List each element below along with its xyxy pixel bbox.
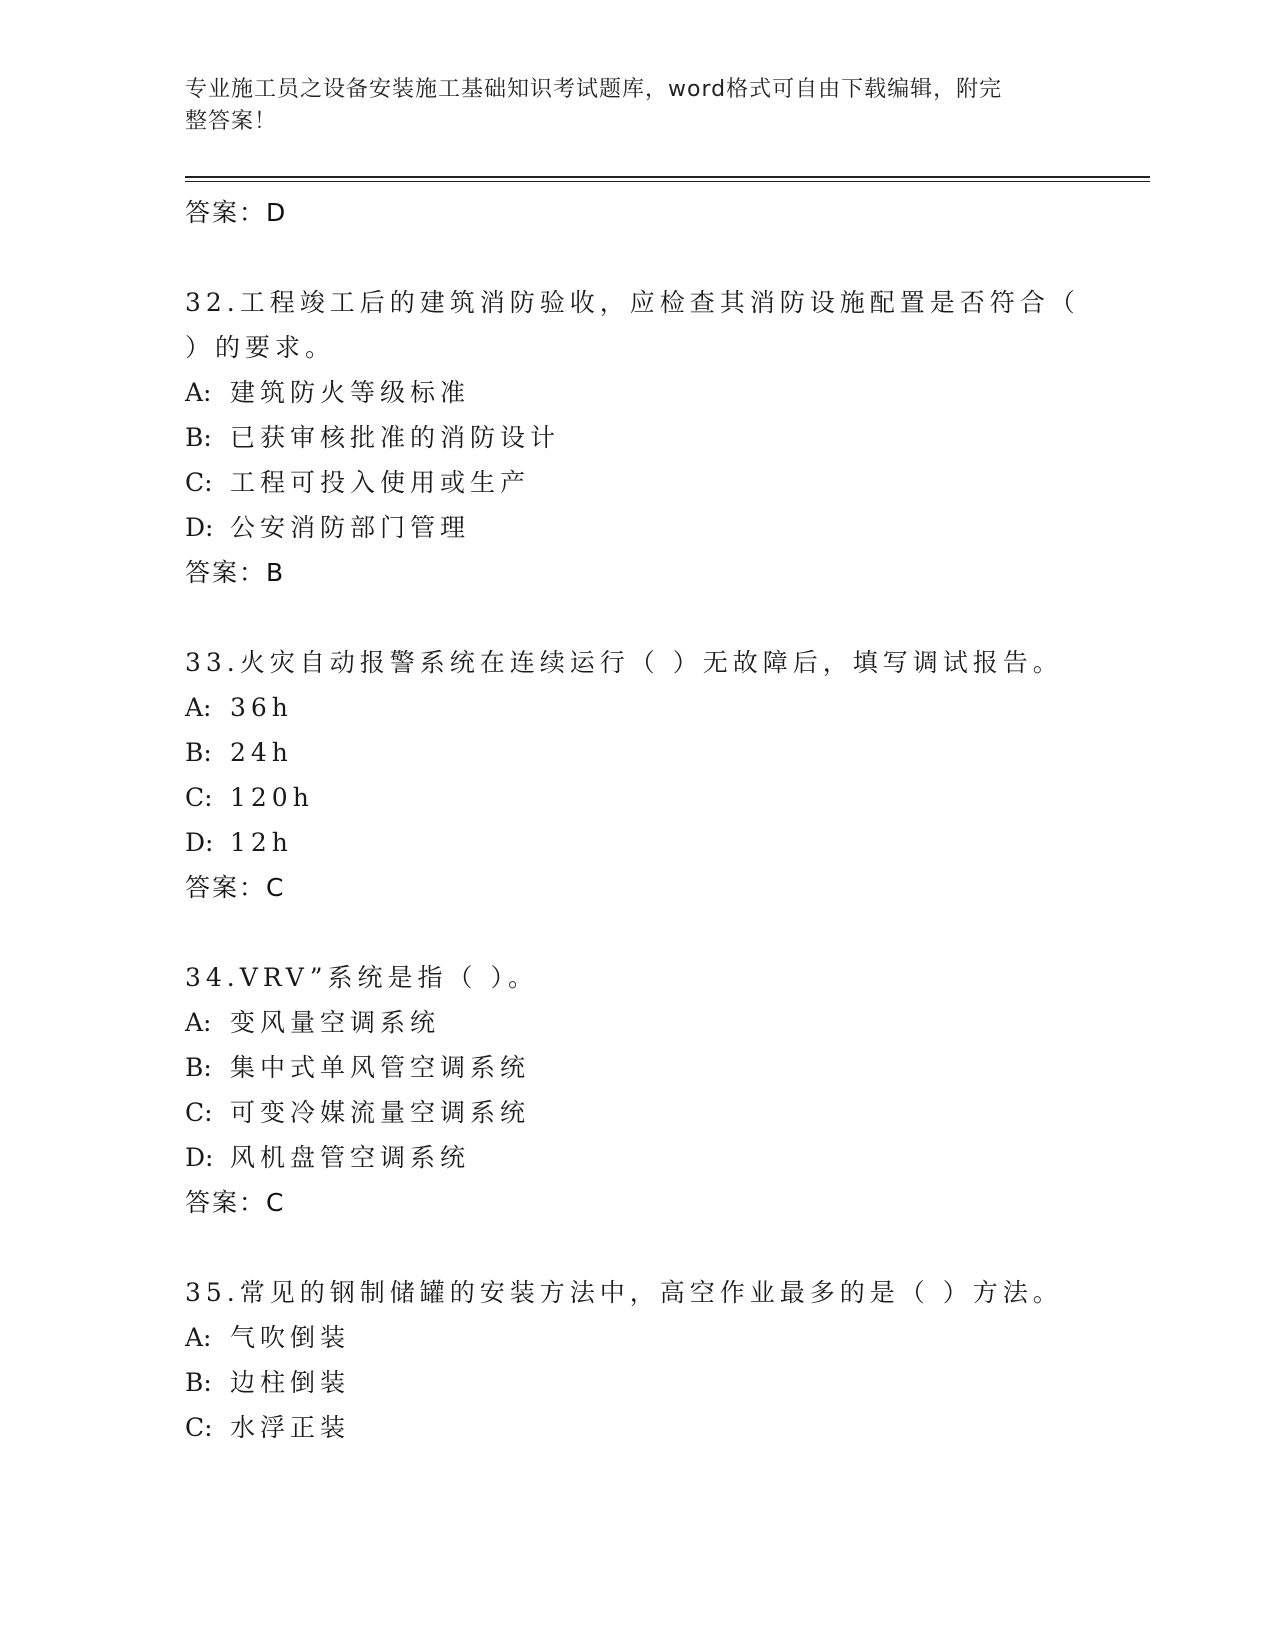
question-stem: 常见的钢制储罐的安装方法中，高空作业最多的是（ ）方法。 bbox=[239, 1278, 1063, 1307]
question-number: 33. bbox=[185, 648, 240, 677]
option-key: C: bbox=[185, 1098, 213, 1127]
option-text: 建筑防火等级标准 bbox=[230, 378, 471, 407]
option-text: 水浮正装 bbox=[230, 1413, 351, 1442]
option-text: 边柱倒装 bbox=[230, 1368, 351, 1397]
option-key: B: bbox=[185, 423, 212, 452]
answer-label: 答案： bbox=[185, 1188, 267, 1217]
option-c bbox=[185, 460, 1085, 505]
answer-label: 答案： bbox=[185, 558, 267, 587]
option-text: 风机盘管空调系统 bbox=[230, 1143, 471, 1172]
document-header bbox=[185, 74, 1065, 138]
answer-value: D bbox=[266, 198, 287, 227]
spacer bbox=[185, 595, 1085, 640]
option-text: 公安消防部门管理 bbox=[230, 513, 471, 542]
option-d bbox=[185, 820, 1085, 865]
option-b bbox=[185, 1360, 1085, 1405]
question-34 bbox=[185, 955, 1085, 1000]
option-text: 气吹倒装 bbox=[230, 1323, 351, 1352]
option-key: D: bbox=[185, 513, 214, 542]
answer-label: 答案： bbox=[185, 198, 267, 227]
option-key: B: bbox=[185, 1053, 212, 1082]
option-key: B: bbox=[185, 1368, 212, 1397]
answer-value: B bbox=[266, 558, 285, 587]
option-key: A: bbox=[185, 1323, 212, 1352]
option-b bbox=[185, 730, 1085, 775]
question-text-line-2: ）的要求。 bbox=[185, 333, 336, 362]
question-32 bbox=[185, 280, 1085, 370]
option-key: D: bbox=[185, 1143, 214, 1172]
option-text: 24h bbox=[230, 738, 293, 767]
option-d bbox=[185, 505, 1085, 550]
question-stem: VRV”系统是指（ ）。 bbox=[239, 963, 538, 992]
option-key: C: bbox=[185, 1413, 213, 1442]
spacer bbox=[185, 1225, 1085, 1270]
question-text-line-1 bbox=[185, 280, 1085, 325]
option-text: 可变冷媒流量空调系统 bbox=[230, 1098, 531, 1127]
option-key: B: bbox=[185, 738, 212, 767]
option-key: C: bbox=[185, 468, 213, 497]
option-a bbox=[185, 685, 1085, 730]
answer-34 bbox=[185, 1180, 1085, 1225]
header-title-line-2: 整答案！ bbox=[185, 109, 278, 134]
header-divider-thin bbox=[185, 181, 1150, 182]
spacer bbox=[185, 235, 1085, 280]
option-key: C: bbox=[185, 783, 213, 812]
option-c bbox=[185, 775, 1085, 820]
question-number: 35. bbox=[185, 1278, 240, 1307]
option-text: 工程可投入使用或生产 bbox=[230, 468, 531, 497]
question-35 bbox=[185, 1270, 1085, 1315]
header-divider-thick bbox=[185, 176, 1150, 178]
option-key: A: bbox=[185, 693, 212, 722]
header-title-line-1: 专业施工员之设备安装施工基础知识考试题库，word格式可自由下载编辑，附完 bbox=[185, 77, 1003, 102]
option-key: A: bbox=[185, 1008, 212, 1037]
option-text: 36h bbox=[230, 693, 293, 722]
question-text-line-1 bbox=[185, 1270, 1085, 1315]
option-text: 已获审核批准的消防设计 bbox=[230, 423, 561, 452]
answer-value: C bbox=[266, 873, 285, 902]
option-c bbox=[185, 1405, 1085, 1450]
option-key: D: bbox=[185, 828, 214, 857]
answer-33 bbox=[185, 865, 1085, 910]
question-number: 34. bbox=[185, 963, 240, 992]
option-a bbox=[185, 1000, 1085, 1045]
question-list bbox=[185, 190, 1085, 1450]
previous-answer bbox=[185, 190, 1085, 235]
option-text: 12h bbox=[230, 828, 293, 857]
question-text-line-1 bbox=[185, 955, 1085, 1000]
option-a bbox=[185, 1315, 1085, 1360]
option-text: 120h bbox=[230, 783, 314, 812]
spacer bbox=[185, 910, 1085, 955]
option-a bbox=[185, 370, 1085, 415]
option-text: 变风量空调系统 bbox=[230, 1008, 441, 1037]
answer-32 bbox=[185, 550, 1085, 595]
option-key: A: bbox=[185, 378, 212, 407]
option-c bbox=[185, 1090, 1085, 1135]
option-d bbox=[185, 1135, 1085, 1180]
answer-value: C bbox=[266, 1188, 285, 1217]
question-stem: 火灾自动报警系统在连续运行（ ）无故障后，填写调试报告。 bbox=[239, 648, 1063, 677]
option-b bbox=[185, 415, 1085, 460]
option-text: 集中式单风管空调系统 bbox=[230, 1053, 531, 1082]
option-b bbox=[185, 1045, 1085, 1090]
answer-label: 答案： bbox=[185, 873, 267, 902]
question-stem: 工程竣工后的建筑消防验收，应检查其消防设施配置是否符合（ bbox=[239, 288, 1080, 317]
question-33 bbox=[185, 640, 1085, 685]
question-number: 32. bbox=[185, 288, 240, 317]
question-text-line-1 bbox=[185, 640, 1085, 685]
